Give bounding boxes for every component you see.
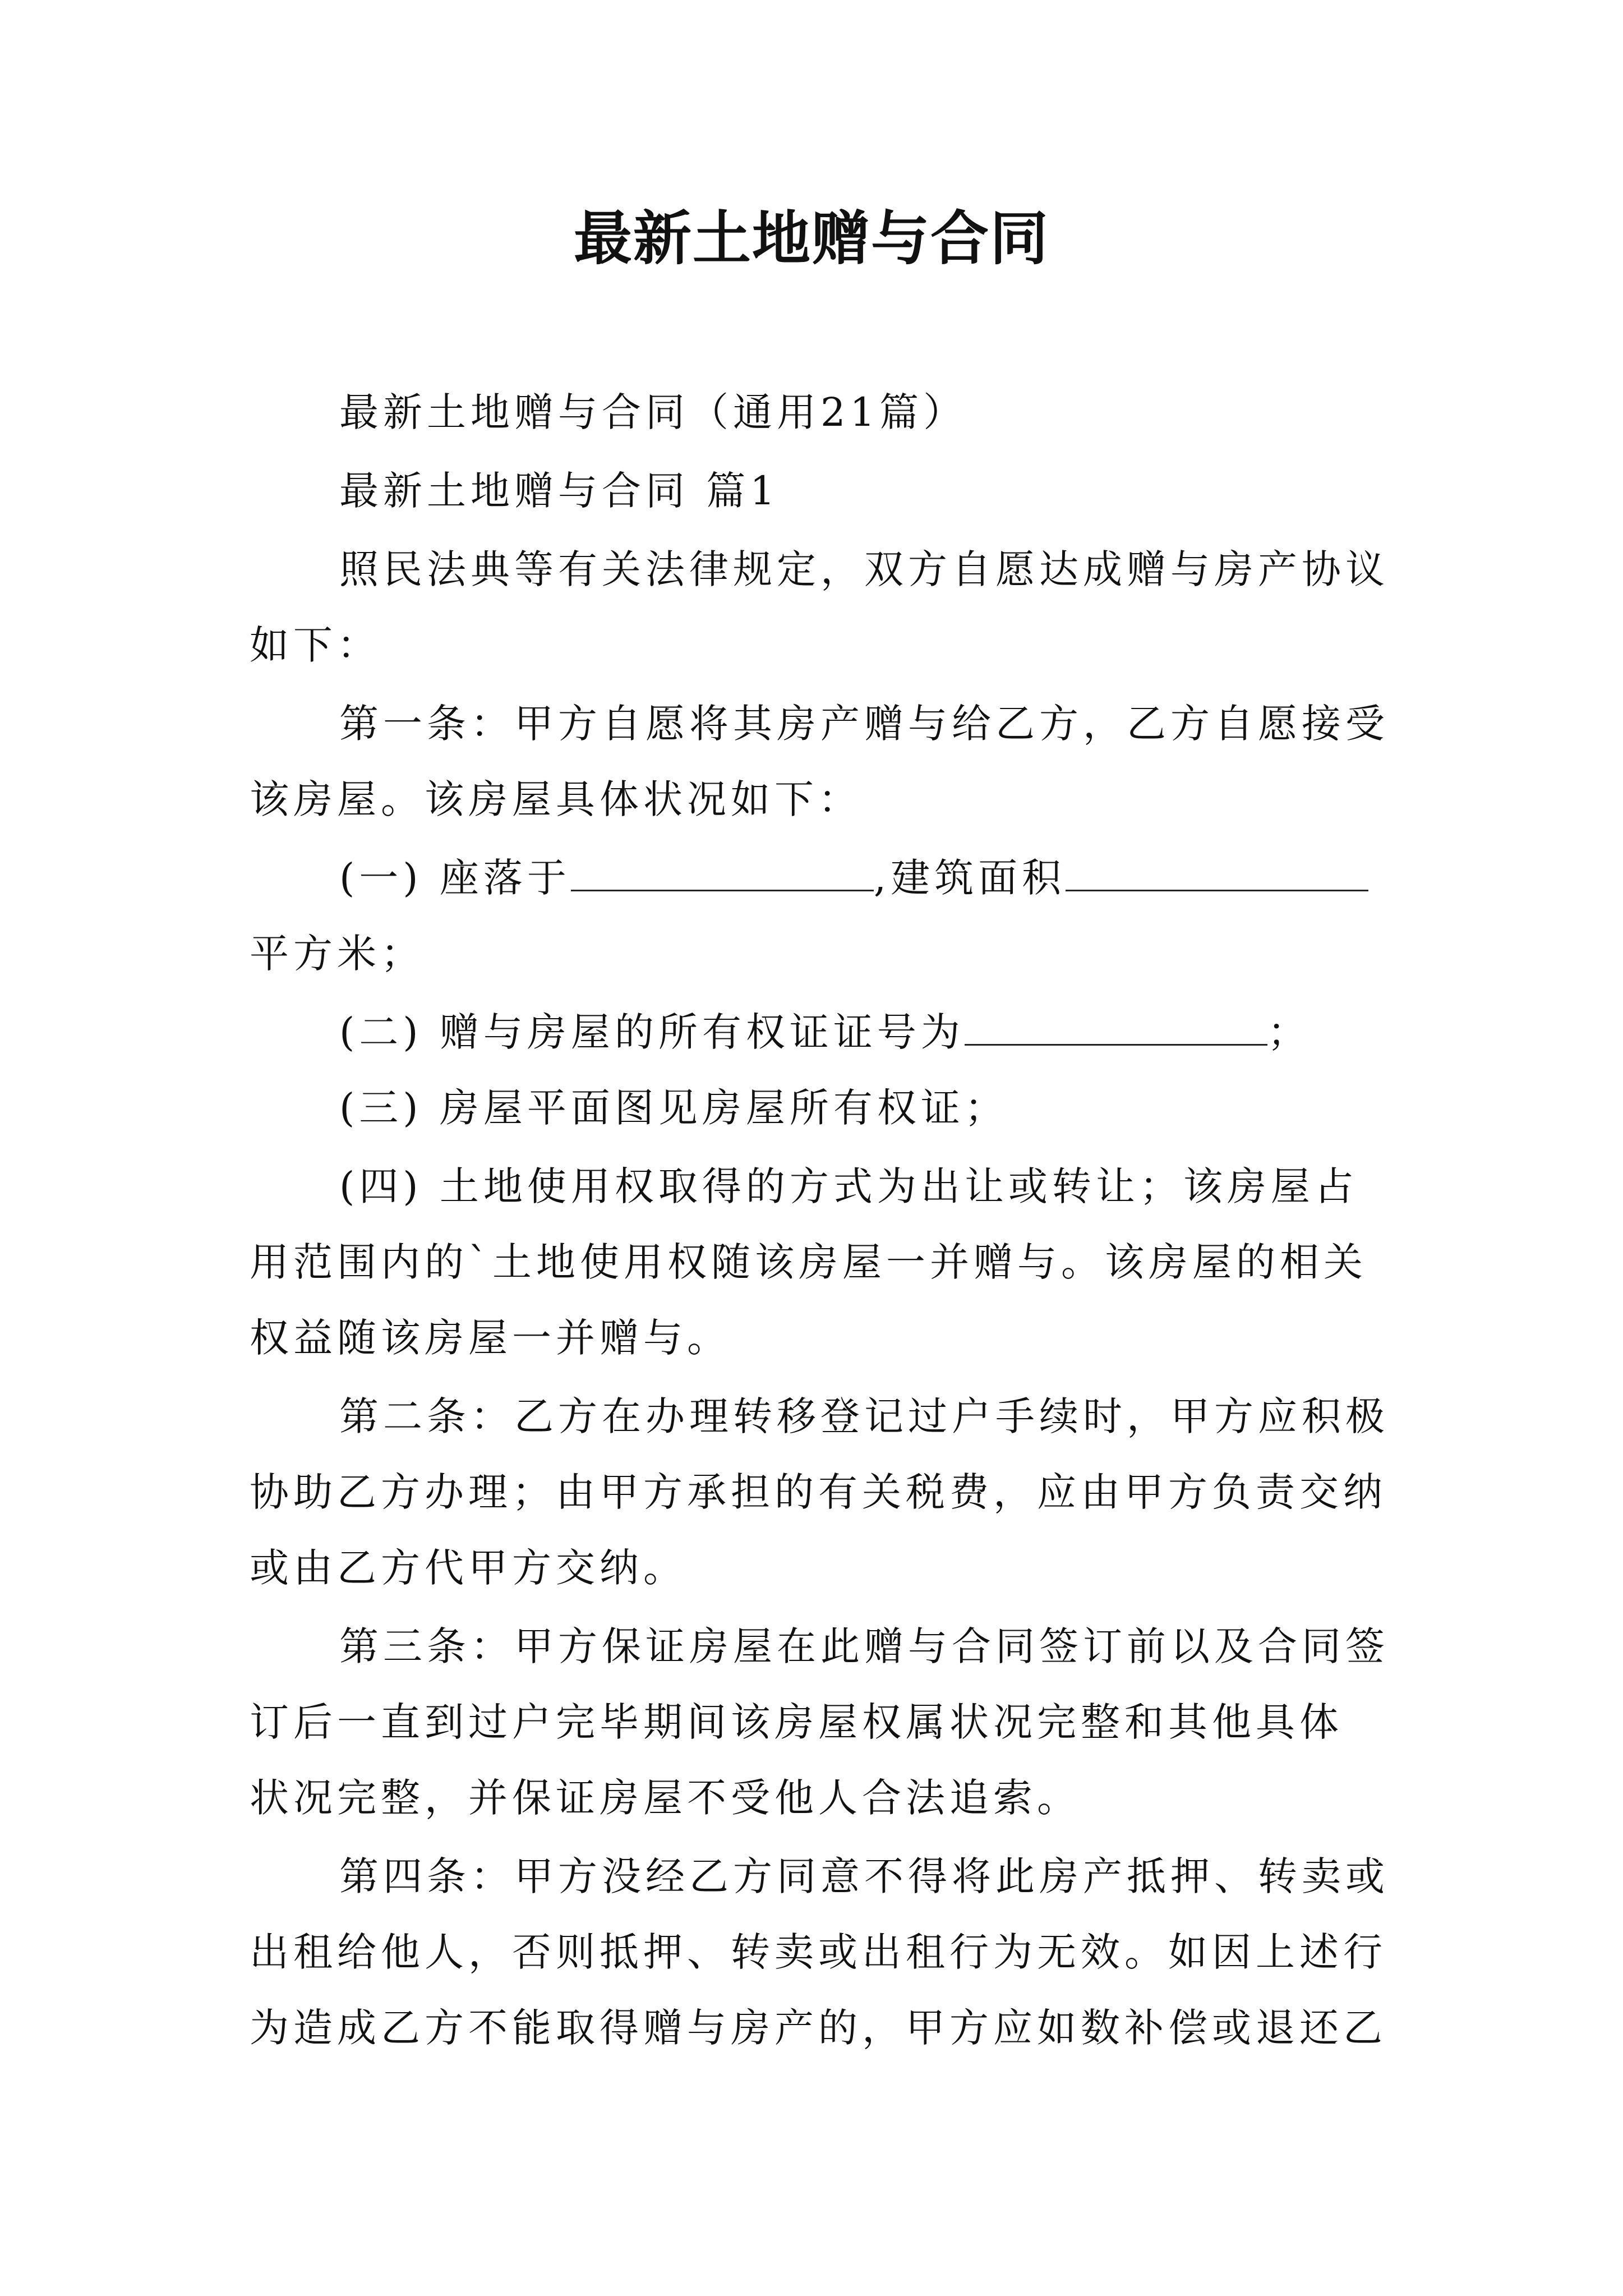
paragraph-line: 第四条：甲方没经乙方同意不得将此房产抵押、转卖或: [339, 1853, 1389, 1899]
paragraph-line: 或由乙方代甲方交纳。: [250, 1545, 687, 1591]
document-subtitle: 最新土地赠与合同（通用21篇）: [339, 389, 967, 435]
paragraph-line: 第三条：甲方保证房屋在此赠与合同签订前以及合同签: [339, 1623, 1389, 1669]
paragraph-line: 协助乙方办理；由甲方承担的有关税费，应由甲方负责交纳: [250, 1469, 1387, 1515]
paragraph-line: (四) 土地使用权取得的方式为出让或转让；该房屋占: [339, 1163, 1358, 1209]
paragraph-line: (三) 房屋平面图见房屋所有权证；: [339, 1085, 1008, 1131]
paragraph-line: 用范围内的`土地使用权随该房屋一并赠与。该房屋的相关: [250, 1239, 1367, 1285]
paragraph-line: [339, 847, 1368, 909]
document-title: 最新土地赠与合同: [573, 204, 1049, 273]
clause-label: (二) 赠与房屋的所有权证证号为: [339, 1009, 965, 1055]
blank-field-certificate: [965, 1005, 1267, 1046]
paragraph-line: 出租给他人，否则抵押、转卖或出租行为无效。如因上述行: [250, 1929, 1387, 1975]
blank-field-location: [571, 850, 874, 891]
paragraph-line: [339, 1001, 1311, 1063]
paragraph-line: 照民法典等有关法律规定，双方自愿达成赠与房产协议: [339, 546, 1389, 592]
paragraph-line: 平方米；: [250, 931, 425, 977]
paragraph-line: 状况完整，并保证房屋不受他人合法追索。: [250, 1775, 1081, 1821]
section-heading: 最新土地赠与合同 篇1: [339, 468, 780, 514]
paragraph-line: 第二条：乙方在办理转移登记过户手续时，甲方应积极: [339, 1393, 1389, 1439]
paragraph-line: 为造成乙方不能取得赠与房产的，甲方应如数补偿或退还乙: [250, 2005, 1387, 2051]
clause-label: (一) 座落于: [339, 855, 571, 901]
paragraph-line: 订后一直到过户完毕期间该房屋权属状况完整和其他具体: [250, 1699, 1343, 1745]
paragraph-line: 该房屋。该房屋具体状况如下：: [250, 776, 862, 822]
clause-label: ；: [1267, 1009, 1311, 1055]
paragraph-line: 权益随该房屋一并赠与。: [250, 1315, 731, 1361]
paragraph-line: 如下：: [250, 622, 381, 668]
blank-field-area: [1066, 850, 1368, 891]
clause-label: ,建筑面积: [873, 855, 1066, 901]
paragraph-line: 第一条：甲方自愿将其房产赠与给乙方，乙方自愿接受: [339, 701, 1389, 747]
